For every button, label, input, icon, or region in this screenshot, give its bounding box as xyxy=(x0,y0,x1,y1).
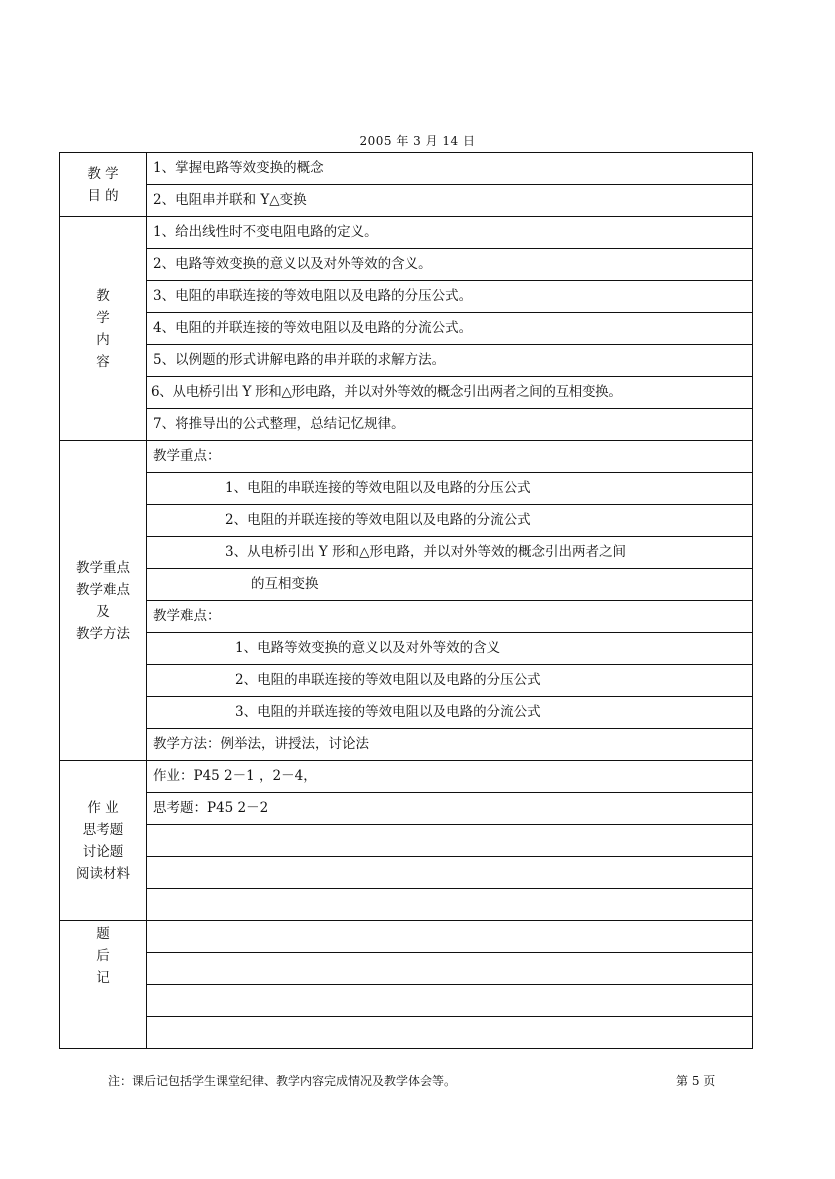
content-row xyxy=(60,409,753,441)
date-line: 2005 年 3 月 14 日 xyxy=(359,134,476,148)
content-item: 2、电路等效变换的意义以及对外等效的含义。 xyxy=(147,249,753,281)
afterword-item xyxy=(147,985,753,1017)
content-item: 3、电阻的串联连接的等效电阻以及电路的分压公式。 xyxy=(147,281,753,313)
content-row xyxy=(60,313,753,345)
objectives-label: 教 学 目 的 xyxy=(60,153,147,217)
content-label: 教 学 内 容 xyxy=(60,217,147,441)
teaching-method: 教学方法：例举法，讲授法，讨论法 xyxy=(147,729,753,761)
homework-row xyxy=(60,889,753,921)
objectives-row xyxy=(60,153,753,185)
content-row xyxy=(60,217,753,249)
focus-title: 教学重点： xyxy=(147,441,753,473)
page-number: 第 5 页 xyxy=(676,1074,716,1088)
content-item: 5、以例题的形式讲解电路的串并联的求解方法。 xyxy=(147,345,753,377)
keypoints-row xyxy=(60,537,753,569)
focus-item: 3、从电桥引出 Y 形和△形电路，并以对外等效的概念引出两者之间 xyxy=(147,537,753,569)
afterword-row xyxy=(60,985,753,1017)
homework-row xyxy=(60,825,753,857)
afterword-item xyxy=(147,953,753,985)
difficulty-item: 2、电阻的串联连接的等效电阻以及电路的分压公式 xyxy=(147,665,753,697)
content-item: 1、给出线性时不变电阻电路的定义。 xyxy=(147,217,753,249)
keypoints-row xyxy=(60,729,753,761)
homework-item xyxy=(147,857,753,889)
difficulty-title: 教学难点： xyxy=(147,601,753,633)
afterword-row xyxy=(60,921,753,953)
afterword-row xyxy=(60,1017,753,1049)
content-row xyxy=(60,377,753,409)
keypoints-row xyxy=(60,441,753,473)
homework-row xyxy=(60,761,753,793)
content-row xyxy=(60,249,753,281)
afterword-item xyxy=(147,1017,753,1049)
focus-item-continuation: 的互相变换 xyxy=(147,569,753,601)
focus-item: 2、电阻的并联连接的等效电阻以及电路的分流公式 xyxy=(147,505,753,537)
focus-item: 1、电阻的串联连接的等效电阻以及电路的分压公式 xyxy=(147,473,753,505)
afterword-row xyxy=(60,953,753,985)
difficulty-item: 3、电阻的并联连接的等效电阻以及电路的分流公式 xyxy=(147,697,753,729)
difficulty-item: 1、电路等效变换的意义以及对外等效的含义 xyxy=(147,633,753,665)
objective-item: 1、掌握电路等效变换的概念 xyxy=(147,153,753,185)
footer-note: 注：课后记包括学生课堂纪律、教学内容完成情况及教学体会等。 xyxy=(108,1074,457,1088)
homework-row xyxy=(60,857,753,889)
content-item: 6、从电桥引出 Y 形和△形电路，并以对外等效的概念引出两者之间的互相变换。 xyxy=(147,377,753,409)
homework-label: 作 业 思考题 讨论题 阅读材料 xyxy=(60,761,147,921)
afterword-label: 题 后 记 xyxy=(60,921,147,1049)
keypoints-label: 教学重点 教学难点 及 教学方法 xyxy=(60,441,147,761)
homework-item: 思考题：P45 2－2 xyxy=(147,793,753,825)
keypoints-row xyxy=(60,569,753,601)
content-row xyxy=(60,345,753,377)
keypoints-row xyxy=(60,633,753,665)
homework-item: 作业：P45 2－1 ，2－4， xyxy=(147,761,753,793)
homework-item xyxy=(147,889,753,921)
lesson-plan-table xyxy=(59,152,753,1049)
content-item: 4、电阻的并联连接的等效电阻以及电路的分流公式。 xyxy=(147,313,753,345)
keypoints-row xyxy=(60,473,753,505)
content-row xyxy=(60,281,753,313)
homework-item xyxy=(147,825,753,857)
keypoints-row xyxy=(60,665,753,697)
homework-row xyxy=(60,793,753,825)
afterword-item xyxy=(147,921,753,953)
content-item: 7、将推导出的公式整理，总结记忆规律。 xyxy=(147,409,753,441)
objective-item: 2、电阻串并联和 Y△变换 xyxy=(147,185,753,217)
keypoints-row xyxy=(60,505,753,537)
keypoints-row xyxy=(60,601,753,633)
objectives-row xyxy=(60,185,753,217)
keypoints-row xyxy=(60,697,753,729)
